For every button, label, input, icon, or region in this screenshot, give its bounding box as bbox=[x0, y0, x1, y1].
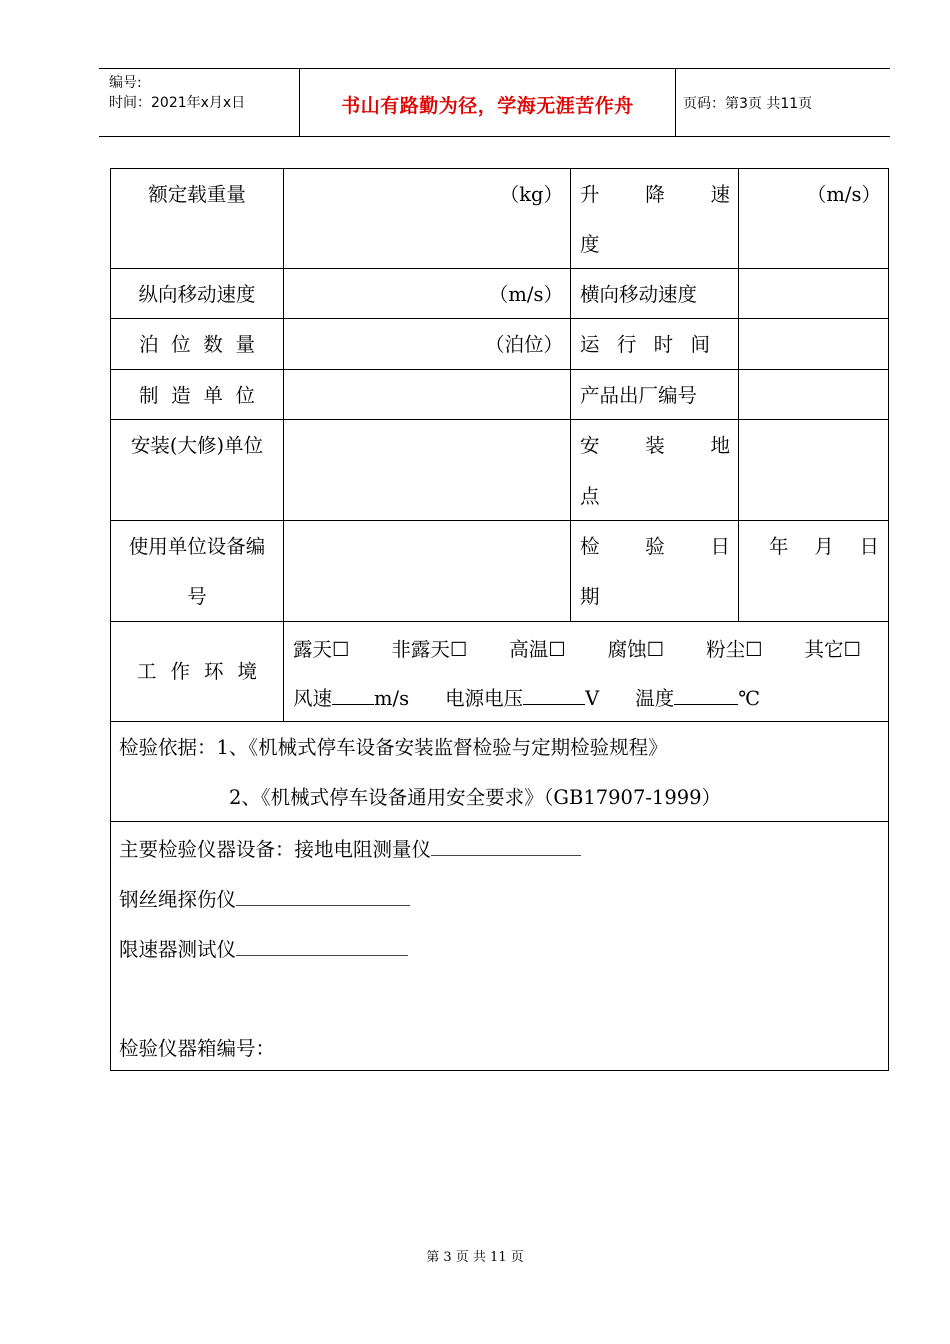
manufacturer-label-char: 制 bbox=[139, 384, 159, 407]
temp-label: 温度 bbox=[635, 687, 675, 710]
env-option-other[interactable]: 其它☐ bbox=[804, 638, 861, 661]
date-year: 年 bbox=[769, 535, 789, 558]
install-site-label bbox=[580, 434, 730, 458]
manufacturer-label-char: 单 bbox=[203, 384, 223, 407]
lift-speed-label-cont: 度 bbox=[580, 233, 600, 256]
run-time-label-char: 运 bbox=[580, 333, 600, 356]
berths-label-char: 泊 bbox=[139, 333, 159, 356]
row-divider bbox=[111, 721, 888, 722]
rated-load-unit: （kg） bbox=[499, 183, 563, 206]
row-divider bbox=[111, 621, 888, 622]
instrument-box-no-label: 检验仪器箱编号： bbox=[119, 1037, 276, 1060]
lift-speed-label-char: 速 bbox=[710, 183, 730, 206]
installer-label: 安装(大修)单位 bbox=[130, 434, 264, 457]
header-meta bbox=[109, 73, 245, 113]
install-site-label-char: 安 bbox=[580, 434, 600, 457]
serial-label: 编号: bbox=[109, 75, 142, 91]
env-option-open-air[interactable]: 露天☐ bbox=[293, 638, 350, 661]
speed-limiter-tester-field[interactable] bbox=[236, 937, 408, 956]
equip-no-label: 使用单位设备编 bbox=[128, 535, 266, 558]
environment-label bbox=[137, 660, 257, 684]
col-divider bbox=[283, 169, 284, 721]
environment-label-char: 境 bbox=[237, 660, 257, 683]
berths-label-char: 量 bbox=[235, 333, 255, 356]
instruments-line1 bbox=[119, 837, 581, 862]
inspect-date-label-cont: 期 bbox=[580, 585, 600, 608]
manufacturer-label-char: 造 bbox=[171, 384, 191, 407]
install-site-label-char: 地 bbox=[710, 434, 730, 457]
instruments-label: 主要检验仪器设备：接地电阻测量仪 bbox=[119, 838, 432, 861]
env-option-indoor[interactable]: 非露天☐ bbox=[391, 638, 468, 661]
row-divider bbox=[111, 821, 888, 822]
inspect-date-value bbox=[769, 535, 879, 559]
header-divider bbox=[675, 69, 676, 136]
row-divider bbox=[111, 369, 888, 370]
run-time-label-char: 时 bbox=[653, 333, 674, 356]
rated-load-label: 额定载重量 bbox=[148, 183, 246, 206]
voltage-label: 电源电压 bbox=[445, 687, 524, 710]
environment-params bbox=[293, 686, 760, 711]
voltage-field[interactable] bbox=[523, 686, 585, 705]
row-divider bbox=[111, 318, 888, 319]
wind-speed-field[interactable] bbox=[332, 686, 374, 705]
ground-resistance-field[interactable] bbox=[431, 837, 581, 856]
environment-label-char: 工 bbox=[137, 660, 157, 683]
manufacturer-label-char: 位 bbox=[235, 384, 255, 407]
lift-speed-label-char: 降 bbox=[645, 183, 665, 206]
long-speed-unit: （m/s） bbox=[488, 283, 563, 306]
factory-no-label: 产品出厂编号 bbox=[580, 384, 698, 407]
inspection-basis-line2: 2、《机械式停车设备通用安全要求》（GB17907-1999） bbox=[229, 786, 722, 809]
inspect-date-label-char: 验 bbox=[645, 535, 665, 558]
run-time-label-char: 行 bbox=[616, 333, 637, 356]
date-day: 日 bbox=[859, 535, 879, 558]
row-divider bbox=[111, 419, 888, 420]
inspect-date-label-char: 检 bbox=[580, 535, 600, 558]
voltage-unit: V bbox=[585, 687, 600, 710]
instruments-line3 bbox=[119, 937, 408, 962]
lift-speed-label-char: 升 bbox=[580, 183, 600, 206]
lift-speed-unit: （m/s） bbox=[806, 183, 881, 206]
equip-no-label-cont: 号 bbox=[187, 585, 207, 608]
page-header bbox=[99, 68, 890, 137]
install-site-label-char: 装 bbox=[645, 434, 665, 457]
inspection-form-table bbox=[110, 168, 889, 1071]
temp-field[interactable] bbox=[674, 686, 738, 705]
time-label: 时间：2021年x月x日 bbox=[109, 95, 246, 111]
inspection-basis-line1: 检验依据：1、《机械式停车设备安装监督检验与定期检验规程》 bbox=[119, 736, 668, 759]
lat-speed-label: 横向移动速度 bbox=[580, 283, 698, 306]
page-footer: 第 3 页 共 11 页 bbox=[426, 1250, 524, 1265]
lift-speed-label bbox=[580, 183, 730, 207]
inspect-date-label bbox=[580, 535, 730, 559]
env-option-high-temp[interactable]: 高温☐ bbox=[509, 638, 566, 661]
instruments-line2 bbox=[119, 887, 410, 912]
environment-options bbox=[293, 638, 861, 662]
environment-label-char: 作 bbox=[170, 660, 190, 683]
col-divider bbox=[570, 169, 571, 621]
berths-label-char: 数 bbox=[203, 333, 223, 356]
install-site-label-cont: 点 bbox=[580, 485, 600, 508]
header-motto: 书山有路勤为径，学海无涯苦作舟 bbox=[341, 95, 634, 117]
long-speed-label: 纵向移动速度 bbox=[138, 283, 256, 306]
env-option-corrosion[interactable]: 腐蚀☐ bbox=[607, 638, 665, 661]
wire-rope-detector-field[interactable] bbox=[236, 887, 410, 906]
run-time-label bbox=[580, 333, 710, 357]
date-month: 月 bbox=[814, 535, 834, 558]
berths-unit: （泊位） bbox=[484, 333, 563, 356]
header-page-number: 页码：第3页 共11页 bbox=[683, 96, 813, 112]
wind-unit: m/s bbox=[374, 687, 410, 710]
col-divider bbox=[738, 169, 739, 621]
env-option-dust[interactable]: 粉尘☐ bbox=[706, 638, 763, 661]
speed-limiter-tester-label: 限速器测试仪 bbox=[119, 938, 237, 961]
berths-label-char: 位 bbox=[171, 333, 191, 356]
wire-rope-detector-label: 钢丝绳探伤仪 bbox=[119, 888, 237, 911]
environment-label-char: 环 bbox=[203, 660, 224, 683]
wind-label: 风速 bbox=[293, 687, 333, 710]
inspect-date-label-char: 日 bbox=[710, 535, 730, 558]
row-divider bbox=[111, 268, 888, 269]
temp-unit: ℃ bbox=[738, 687, 761, 710]
manufacturer-label bbox=[139, 384, 255, 408]
run-time-label-char: 间 bbox=[690, 333, 710, 356]
berths-label bbox=[139, 333, 255, 357]
row-divider bbox=[111, 520, 888, 521]
